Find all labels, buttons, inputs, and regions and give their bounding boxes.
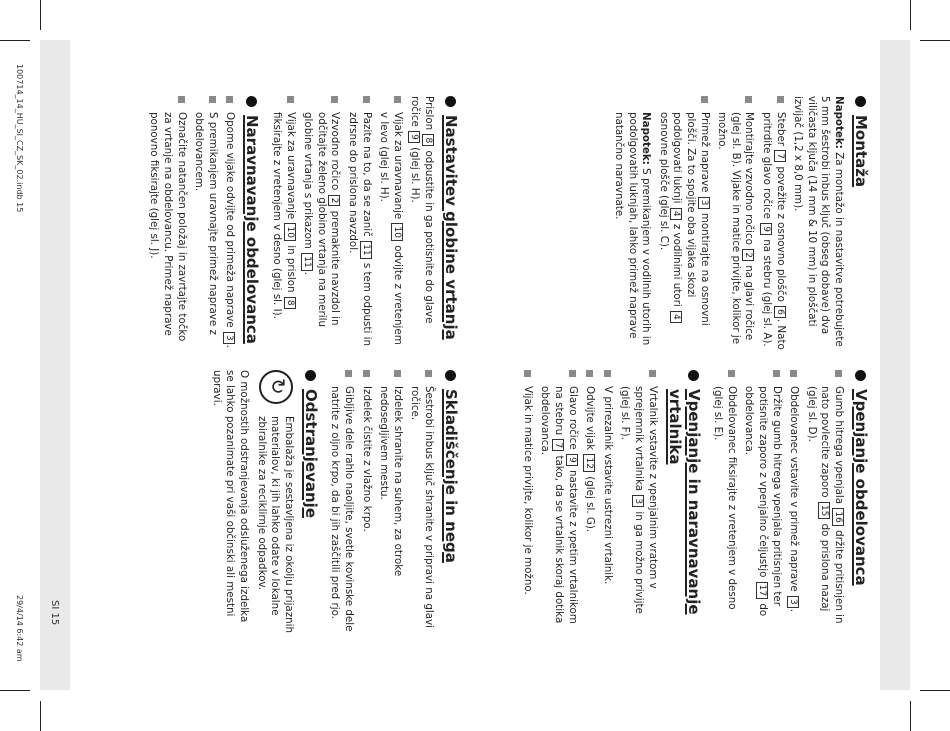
list-item: Vijak za uravnavanje 10 odvijte z vretenjem v levo (glej sl. H).: [377, 96, 404, 351]
paragraph: Prislon 8 odpustite in ga potisnite do glave ročice 9 (glej sl. H).: [409, 96, 435, 324]
section-vpenjanje-obdelovanca: [711, 370, 870, 635]
date-slug: 29/4/14 6:42 am: [15, 595, 24, 662]
list-item: V prirezalnik vstavite ustrezni vrtalnik.: [600, 370, 614, 635]
section-odstranjevanje: [209, 370, 320, 635]
section-skladiscenje: [328, 370, 460, 635]
crop-mark: [910, 701, 911, 731]
file-slug: 100714_14_HU_SI_CZ_SK_02.indb 15: [15, 64, 24, 213]
bullet-dot-icon: [305, 370, 316, 381]
list-item: Opome vijake odvijte od primeža naprave 3.: [223, 96, 237, 351]
crop-mark: [0, 690, 30, 691]
column-left-top: [604, 96, 871, 351]
section-vpenjanje-vrtalnika: [520, 370, 702, 635]
note: Napotek: Za montažo in nastavitve potrebujete 5 mm šestrobi inbus ključ (obseg dobave) dva viličasta ključa (14 mm & 10 mm) in ploščati izvijač (1,2 x 8,0 mm).: [792, 96, 845, 347]
section-title: Nastavitev globine vrtanja: [442, 115, 460, 340]
disposal-text: O možnostih odstranjevanja odsluženega izdelka se lahko pozanimate pri vaši občinski ali mestni upravi.: [210, 370, 251, 623]
list-item: Šestrobi inbus ključ shranite v pripravi na glavi ročice.: [408, 370, 435, 635]
crop-mark: [910, 0, 911, 30]
section-title: Vpenjanje in naravnavanje vrtalnika: [665, 389, 703, 615]
list-item: Odvijte vijak 12 (glej sl. G).: [583, 370, 597, 635]
top-row: [485, 40, 870, 690]
step-list: [520, 370, 658, 635]
list-item: Izdelek shranite na suhem, za otroke nedosegljivem mestu.: [377, 370, 404, 635]
section-title: Skladiščenje in nega: [442, 389, 460, 563]
right-margin-band: [880, 40, 910, 690]
list-item: Vijak za uravnavanje 10 in prislon 8 fiksirajte z vretenjem v desno (glej sl. I).: [269, 96, 296, 351]
crop-mark: [40, 701, 41, 731]
list-item: Steber 7 povežite z osnovno ploščo 6. Nato pritrdite glavo ročice 9 na stebru (glej sl. A).: [759, 96, 786, 351]
list-item: Vzvodno ročico 2 premaknite navzdol in odčitajte želeno globino vrtanja na merilu globine vrtanja s prikazom 11.: [301, 96, 342, 351]
list-item: Označite natančen položaj in zavrtajte točko za vrtanje na obdelovancu. Primež naprave ponovno fiksirajte (glej sl. J).: [147, 96, 188, 351]
rotated-content: [70, 40, 880, 690]
column-right-top: [512, 370, 870, 635]
left-margin-band: [40, 40, 70, 690]
step-list: [656, 96, 786, 351]
section-montaza: [612, 96, 871, 351]
list-item: Držite gumb hitrega vpenjala pritisnjen ter potisnite zaporo z vpenjalno čeljustjo 17 do obdelovanca.: [742, 370, 783, 635]
list-item: Gumb hitrega vpenjala 16 držite pritisnjen in nato povlecite zaporo 15 do prislona nazaj (glej sl. D).: [804, 370, 845, 635]
bottom-row: [75, 40, 460, 690]
crop-mark: [920, 690, 950, 691]
crop-mark: [920, 40, 950, 41]
column-right-bottom: [201, 370, 460, 635]
section-title: Montaža: [852, 115, 870, 188]
step-list: [269, 96, 403, 351]
list-item: Montirajte vzvodno ročico 2 na glavi ročice (glej sl. B). Vijake in matice privijte, kolikor je možno.: [715, 96, 756, 351]
bullet-dot-icon: [246, 96, 257, 107]
bullet-dot-icon: [855, 96, 866, 107]
bullet-dot-icon: [445, 96, 456, 107]
list-item: Obdelovanec vstavite v primež naprave 3.: [787, 370, 801, 635]
list-item: Primež naprave 3 montirajte na osnovni plošči. Za to spojite oba vijaka skozi podolgovati luknji 4 z vodilnimi utori 4 osnovne plošče (glej sl. C).: [656, 96, 710, 351]
list-item: Glavo ročice 9 nastavite z vpetim vrtalnikom na stebru 7 tako, da se vrtalnik skoraj dotika obdelovanca.: [538, 370, 579, 635]
section-title: Naravnavanje obdelovanca: [243, 115, 262, 344]
list-item: Vijak in matice privijte, kolikor je možno.: [520, 370, 534, 635]
step-list: [328, 370, 435, 635]
crop-mark: [40, 0, 41, 30]
section-nastavitev-globine: [269, 96, 460, 351]
note: Napotek: S premikanjem v vodilnih utorih in podolgovatih luknjah, lahko primež naprave natančno naravnate.: [613, 112, 653, 346]
list-item: Vrtalnik vstavite z vpenjalnim vratom v sprejemnik vrtalnika 3 in ga možno privijte (glej sl. F).: [618, 370, 659, 635]
crop-mark: [0, 40, 30, 41]
section-naravnavanje: [147, 96, 262, 351]
section-title: Odstranjevanje: [301, 389, 320, 518]
list-item: Pazite na to, da se zanič 11 s tem odpusti in zdrsne do prislona navzdol.: [345, 96, 372, 351]
column-left-bottom: [139, 96, 460, 351]
bullet-dot-icon: [855, 370, 866, 381]
bullet-dot-icon: [688, 370, 699, 381]
recycle-icon: [259, 370, 293, 404]
recycle-block: [250, 370, 295, 635]
list-item: S premikanjem uravnajte primež naprave z obdelovancem.: [192, 96, 219, 351]
step-list: [711, 370, 845, 635]
list-item: Obdelovanec fiksirajte z vretenjem v desno (glej sl. E).: [711, 370, 738, 635]
list-item: Gibljive dele rahlo naoljite, svetle kovinske dele natrite z oljno krpo, da bi jih zaščitili pred rjo.: [328, 370, 355, 635]
list-item: Izdelek čistite z vlažno krpo.: [359, 370, 373, 635]
recycle-text: Embalaža je sestavljena iz okolju prijaznih materialov, ki jih lahko odate v lokalne zbiralnike za reciklirnje odpadkov.: [255, 416, 295, 634]
page-number: SI 15: [49, 600, 60, 626]
step-list: [147, 96, 237, 351]
bullet-dot-icon: [445, 370, 456, 381]
section-title: Vpenjanje obdelovanca: [852, 389, 870, 586]
